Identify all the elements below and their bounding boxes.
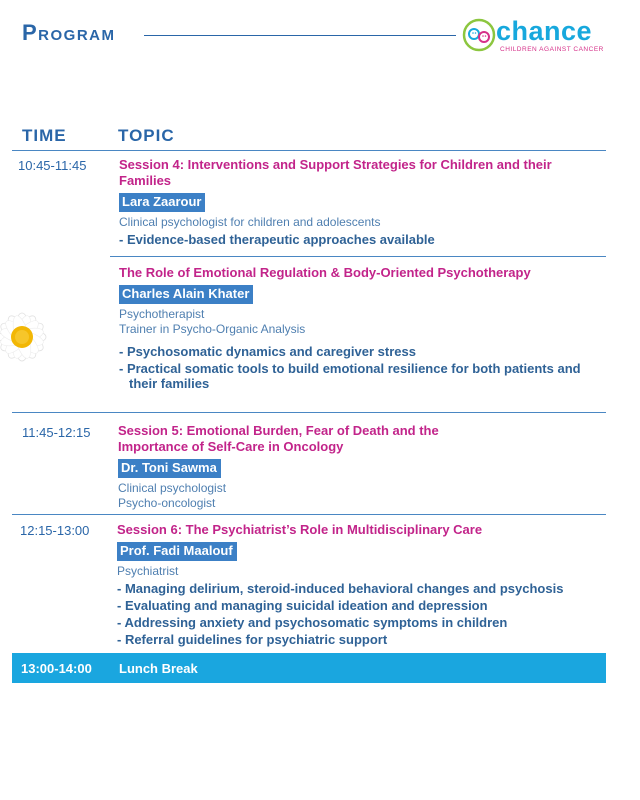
chance-logo [462,18,640,58]
session-block [117,522,605,647]
topic-bullet: - Referral guidelines for psychiatric support [117,632,388,647]
lunch-time: 13:00-14:00 [21,661,92,676]
lunch-label: Lunch Break [119,661,198,676]
daisy-flower-icon [0,295,64,379]
lunch-break-row [12,653,606,683]
session-title: Session 6: The Psychiatrist’s Role in Multidisciplinary Care [117,522,483,537]
session-title: Session 5: Emotional Burden, Fear of Death and the Importance of Self-Care in Oncology [118,423,439,454]
topic-bullet: - Evidence-based therapeutic approaches available [119,232,435,247]
topic-bullet: - Psychosomatic dynamics and caregiver stress [119,344,416,359]
row-divider [12,514,606,515]
session-time: 10:45-11:45 [18,158,87,173]
speaker-role: Psycho-oncologist [118,496,216,510]
header-divider [144,35,456,36]
topic-bullet: - Addressing anxiety and psychosomatic symptoms in children [117,615,508,630]
page-header [22,18,622,58]
speaker-role: Psychiatrist [117,564,179,578]
topic-column-header: TOPIC [118,126,175,145]
speaker-name: Dr. Toni Sawma [118,459,221,478]
topic-bullet: - Practical somatic tools to build emotional resilience for both patients and their families [119,361,581,391]
page-title: Program [22,20,116,45]
row-divider [12,412,606,413]
topic-bullet: - Managing delirium, steroid-induced behavioral changes and psychosis [117,581,564,596]
session-time: 11:45-12:15 [22,425,91,440]
logo-tagline: CHILDREN AGAINST CANCER [500,46,604,53]
speaker-name: Charles Alain Khater [119,285,253,304]
speaker-role: Clinical psychologist [118,481,227,495]
speaker-name: Prof. Fadi Maalouf [117,542,237,561]
row-divider [110,256,606,257]
session-title: The Role of Emotional Regulation & Body-Oriented Psychotherapy [119,265,531,280]
session-block [118,423,606,511]
topic-bullet: - Evaluating and managing suicidal ideation and depression [117,598,488,613]
session-time: 12:15-13:00 [20,523,90,538]
session-block [119,157,607,247]
speaker-role: Trainer in Psycho-Organic Analysis [119,322,306,336]
speaker-role: Psychotherapist [119,307,205,321]
time-column-header: TIME [22,126,67,145]
speaker-role: Clinical psychologist for children and adolescents [119,215,381,229]
speaker-name: Lara Zaarour [119,193,205,212]
table-header-rule [12,150,606,151]
logo-wordmark: chance [496,16,593,46]
children-faces-icon [462,18,496,52]
session-block [119,265,607,391]
session-title: Session 4: Interventions and Support Strategies for Children and their Families [119,157,552,188]
